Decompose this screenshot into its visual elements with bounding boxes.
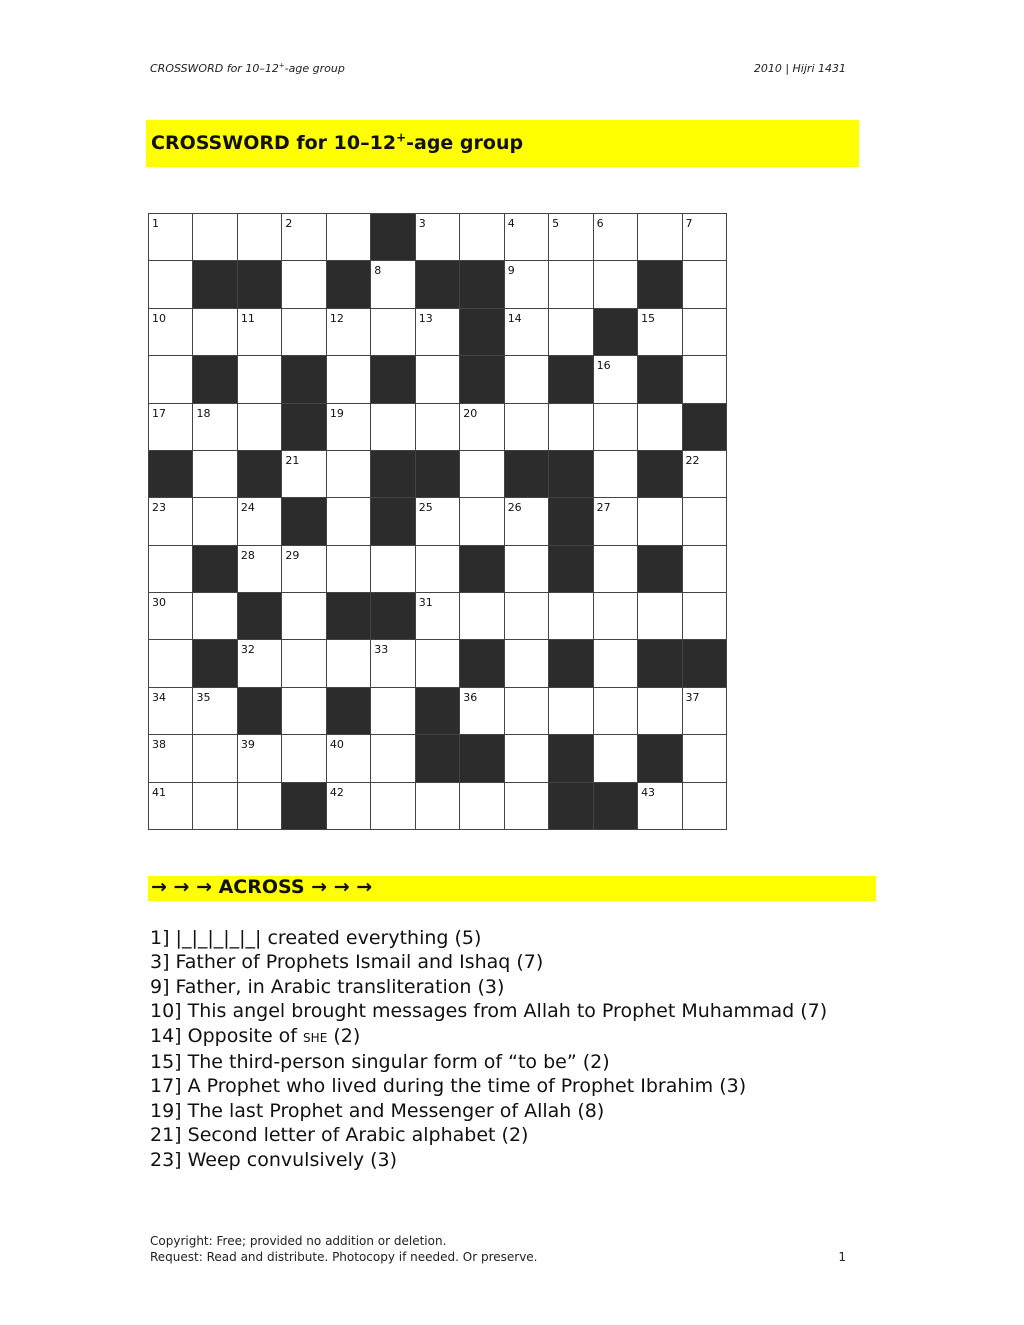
grid-cell[interactable]	[683, 546, 727, 593]
grid-block	[549, 356, 593, 403]
grid-cell[interactable]	[327, 214, 371, 261]
clue-number: 42	[329, 785, 344, 799]
grid-cell[interactable]	[505, 783, 549, 830]
grid-cell[interactable]	[505, 404, 549, 451]
grid-cell[interactable]	[327, 498, 371, 545]
clue-number: 25	[418, 501, 433, 515]
clue-number: 12	[329, 311, 344, 325]
grid-block	[282, 356, 326, 403]
across-clue: 17] A Prophet who lived during the time of Prophet Ibrahim (3)	[150, 1075, 747, 1098]
grid-cell[interactable]	[193, 309, 237, 356]
grid-cell[interactable]	[683, 688, 727, 735]
grid-cell[interactable]	[327, 546, 371, 593]
clue-number: 31	[418, 596, 433, 610]
clue-number: 16	[596, 359, 611, 373]
grid-cell[interactable]	[638, 593, 682, 640]
grid-block	[549, 640, 593, 687]
grid-cell[interactable]	[371, 688, 415, 735]
grid-cell[interactable]	[193, 498, 237, 545]
grid-block	[683, 404, 727, 451]
grid-cell[interactable]	[149, 309, 193, 356]
grid-block	[460, 640, 504, 687]
grid-cell[interactable]	[282, 688, 326, 735]
grid-cell[interactable]	[149, 261, 193, 308]
grid-block	[638, 546, 682, 593]
grid-cell[interactable]	[327, 735, 371, 782]
clue-number: 30	[152, 596, 166, 610]
clue-number: 18	[196, 406, 211, 420]
clue-number: 35	[196, 690, 211, 704]
grid-block	[638, 735, 682, 782]
grid-block	[282, 404, 326, 451]
clue-number: 26	[507, 501, 522, 515]
grid-block	[371, 214, 415, 261]
grid-cell[interactable]	[594, 593, 638, 640]
grid-cell[interactable]	[594, 498, 638, 545]
grid-block	[460, 356, 504, 403]
grid-cell[interactable]	[505, 593, 549, 640]
grid-block	[371, 593, 415, 640]
grid-cell[interactable]	[282, 451, 326, 498]
grid-cell[interactable]	[460, 498, 504, 545]
grid-cell[interactable]	[594, 735, 638, 782]
clue-number: 29	[285, 548, 300, 562]
clue-number: 32	[240, 643, 255, 657]
clue-number: 34	[152, 690, 166, 704]
grid-cell[interactable]	[238, 356, 282, 403]
grid-cell[interactable]	[282, 309, 326, 356]
grid-cell[interactable]	[683, 356, 727, 403]
title-banner	[146, 120, 859, 167]
grid-block	[638, 261, 682, 308]
grid-cell[interactable]	[327, 356, 371, 403]
clue-number: 20	[463, 406, 478, 420]
grid-cell[interactable]	[505, 735, 549, 782]
grid-cell[interactable]	[282, 214, 326, 261]
grid-cell[interactable]	[594, 688, 638, 735]
clue-number: 21	[285, 453, 300, 467]
grid-cell[interactable]	[149, 546, 193, 593]
grid-block	[282, 783, 326, 830]
grid-cell[interactable]	[149, 640, 193, 687]
header-title: CROSSWORD for 10–12+-age group	[150, 61, 345, 75]
grid-cell[interactable]	[505, 498, 549, 545]
header-date: 2010 | Hijri 1431	[753, 62, 846, 75]
grid-block	[549, 735, 593, 782]
grid-cell[interactable]	[282, 735, 326, 782]
grid-cell[interactable]	[371, 640, 415, 687]
grid-cell[interactable]	[505, 688, 549, 735]
grid-cell[interactable]	[460, 593, 504, 640]
grid-cell[interactable]	[282, 261, 326, 308]
grid-cell[interactable]	[238, 735, 282, 782]
clue-number: 23	[152, 501, 166, 515]
grid-cell[interactable]	[371, 404, 415, 451]
grid-cell[interactable]	[149, 214, 193, 261]
grid-cell[interactable]	[193, 735, 237, 782]
clue-number: 38	[152, 738, 166, 752]
grid-cell[interactable]	[149, 688, 193, 735]
grid-cell[interactable]	[505, 261, 549, 308]
grid-cell[interactable]	[505, 309, 549, 356]
grid-cell[interactable]	[149, 404, 193, 451]
clue-number: 2	[285, 217, 293, 230]
grid-cell[interactable]	[238, 640, 282, 687]
grid-cell[interactable]	[282, 593, 326, 640]
grid-cell[interactable]	[327, 783, 371, 830]
grid-cell[interactable]	[683, 593, 727, 640]
across-clue: 9] Father, in Arabic transliteration (3)	[150, 975, 505, 998]
grid-block	[327, 261, 371, 308]
across-heading: → → → ACROSS → → →	[151, 876, 373, 898]
grid-cell[interactable]	[371, 309, 415, 356]
grid-cell[interactable]	[594, 640, 638, 687]
grid-cell[interactable]	[149, 735, 193, 782]
clue-number: 13	[418, 311, 433, 325]
grid-cell[interactable]	[505, 640, 549, 687]
grid-block	[416, 735, 460, 782]
grid-block	[193, 261, 237, 308]
page-number: 1	[838, 1250, 846, 1264]
grid-block	[416, 688, 460, 735]
grid-cell[interactable]	[638, 688, 682, 735]
grid-block	[683, 640, 727, 687]
grid-cell[interactable]	[460, 404, 504, 451]
grid-cell[interactable]	[238, 404, 282, 451]
grid-cell[interactable]	[416, 640, 460, 687]
grid-block	[416, 451, 460, 498]
clue-number: 7	[685, 217, 693, 230]
grid-cell[interactable]	[594, 404, 638, 451]
copyright-note: Copyright: Free; provided no addition or deletion.	[150, 1234, 447, 1248]
clue-number: 22	[685, 453, 700, 467]
clue-number: 36	[463, 690, 478, 704]
grid-cell[interactable]	[549, 261, 593, 308]
grid-block	[371, 451, 415, 498]
grid-cell[interactable]	[282, 640, 326, 687]
grid-cell[interactable]	[371, 546, 415, 593]
clue-number: 19	[329, 406, 344, 420]
crossword-grid	[148, 213, 727, 830]
grid-cell[interactable]	[460, 214, 504, 261]
grid-cell[interactable]	[149, 783, 193, 830]
grid-cell[interactable]	[683, 261, 727, 308]
grid-block	[460, 261, 504, 308]
grid-cell[interactable]	[193, 451, 237, 498]
grid-cell[interactable]	[371, 261, 415, 308]
clue-number: 24	[240, 501, 255, 515]
grid-cell[interactable]	[416, 404, 460, 451]
across-clue: 21] Second letter of Arabic alphabet (2)	[150, 1124, 529, 1147]
clue-number: 28	[240, 548, 255, 562]
grid-block	[371, 356, 415, 403]
grid-block	[371, 498, 415, 545]
grid-cell[interactable]	[416, 309, 460, 356]
grid-block	[638, 640, 682, 687]
grid-cell[interactable]	[238, 214, 282, 261]
clue-number: 1	[152, 217, 159, 230]
clue-number: 17	[152, 406, 166, 420]
clue-number: 5	[552, 217, 560, 230]
grid-block	[549, 451, 593, 498]
running-header	[150, 62, 846, 78]
grid-block	[594, 783, 638, 830]
grid-cell[interactable]	[193, 688, 237, 735]
grid-cell[interactable]	[505, 356, 549, 403]
clue-number: 8	[374, 264, 382, 278]
grid-cell[interactable]	[594, 356, 638, 403]
clue-number: 9	[507, 264, 515, 278]
grid-cell[interactable]	[505, 214, 549, 261]
grid-block	[149, 451, 193, 498]
grid-cell[interactable]	[149, 593, 193, 640]
clue-number: 41	[152, 785, 166, 799]
grid-cell[interactable]	[683, 214, 727, 261]
grid-cell[interactable]	[282, 546, 326, 593]
clue-number: 27	[596, 501, 611, 515]
grid-block	[193, 546, 237, 593]
across-heading-bar	[148, 876, 876, 901]
request-note: Request: Read and distribute. Photocopy if needed. Or preserve.	[150, 1250, 538, 1264]
grid-cell[interactable]	[549, 688, 593, 735]
grid-block	[638, 451, 682, 498]
grid-cell[interactable]	[638, 309, 682, 356]
grid-block	[282, 498, 326, 545]
grid-cell[interactable]	[549, 214, 593, 261]
grid-cell[interactable]	[594, 214, 638, 261]
grid-cell[interactable]	[371, 735, 415, 782]
clue-number: 4	[507, 217, 515, 230]
grid-block	[549, 783, 593, 830]
grid-cell[interactable]	[149, 356, 193, 403]
clue-number: 14	[507, 311, 522, 325]
grid-cell[interactable]	[460, 451, 504, 498]
across-clue: 1] |_|_|_|_|_| created everything (5)	[150, 927, 482, 949]
grid-cell[interactable]	[460, 688, 504, 735]
grid-cell[interactable]	[238, 546, 282, 593]
grid-cell[interactable]	[416, 546, 460, 593]
across-clue: 23] Weep convulsively (3)	[150, 1148, 398, 1171]
grid-cell[interactable]	[683, 498, 727, 545]
across-clue: 14] Opposite of SHE (2)	[150, 1024, 361, 1047]
grid-cell[interactable]	[238, 309, 282, 356]
grid-cell[interactable]	[638, 404, 682, 451]
grid-cell[interactable]	[549, 404, 593, 451]
grid-block	[460, 546, 504, 593]
grid-cell[interactable]	[683, 735, 727, 782]
grid-block	[193, 640, 237, 687]
grid-block	[638, 356, 682, 403]
across-clue-list	[150, 926, 850, 1172]
grid-cell[interactable]	[149, 498, 193, 545]
grid-cell[interactable]	[327, 309, 371, 356]
grid-cell[interactable]	[327, 451, 371, 498]
grid-block	[327, 593, 371, 640]
grid-cell[interactable]	[638, 214, 682, 261]
clue-number: 6	[596, 217, 604, 230]
grid-block	[594, 309, 638, 356]
grid-block	[238, 451, 282, 498]
grid-block	[549, 546, 593, 593]
clue-number: 10	[152, 311, 166, 325]
across-clue: 10] This angel brought messages from Allah to Prophet Muhammad (7)	[150, 1000, 828, 1023]
grid-cell[interactable]	[683, 783, 727, 830]
grid-block	[193, 356, 237, 403]
grid-cell[interactable]	[193, 214, 237, 261]
grid-block	[416, 261, 460, 308]
across-clue: 3] Father of Prophets Ismail and Ishaq (7)	[150, 951, 544, 974]
grid-block	[549, 498, 593, 545]
grid-block	[505, 451, 549, 498]
grid-cell[interactable]	[549, 309, 593, 356]
clue-number: 37	[685, 690, 700, 704]
grid-cell[interactable]	[460, 783, 504, 830]
grid-block	[460, 735, 504, 782]
grid-cell[interactable]	[327, 404, 371, 451]
clue-number: 43	[641, 785, 656, 799]
clue-number: 15	[641, 311, 656, 325]
clue-number: 39	[240, 738, 255, 752]
grid-cell[interactable]	[594, 261, 638, 308]
grid-block	[238, 261, 282, 308]
grid-cell[interactable]	[416, 356, 460, 403]
grid-cell[interactable]	[371, 783, 415, 830]
grid-cell[interactable]	[638, 498, 682, 545]
grid-cell[interactable]	[193, 593, 237, 640]
clue-number: 40	[329, 738, 344, 752]
page-footer	[150, 1233, 846, 1265]
across-clue: 15] The third-person singular form of “to be” (2)	[150, 1051, 610, 1074]
page-title: CROSSWORD for 10–12+-age group	[151, 130, 524, 154]
grid-cell[interactable]	[193, 404, 237, 451]
grid-cell[interactable]	[416, 498, 460, 545]
clue-number: 11	[240, 311, 255, 325]
grid-cell[interactable]	[594, 451, 638, 498]
grid-cell[interactable]	[327, 640, 371, 687]
grid-cell[interactable]	[638, 783, 682, 830]
grid-block	[460, 309, 504, 356]
grid-cell[interactable]	[505, 546, 549, 593]
across-clue: 19] The last Prophet and Messenger of Allah (8)	[150, 1099, 605, 1122]
grid-block	[238, 688, 282, 735]
clue-number: 33	[374, 643, 389, 657]
grid-cell[interactable]	[416, 593, 460, 640]
grid-cell[interactable]	[683, 451, 727, 498]
grid-cell[interactable]	[416, 214, 460, 261]
grid-block	[238, 593, 282, 640]
grid-cell[interactable]	[549, 593, 593, 640]
grid-cell[interactable]	[193, 783, 237, 830]
grid-cell[interactable]	[238, 498, 282, 545]
grid-block	[327, 688, 371, 735]
clue-number: 3	[418, 217, 426, 230]
grid-cell[interactable]	[683, 309, 727, 356]
grid-cell[interactable]	[594, 546, 638, 593]
grid-cell[interactable]	[416, 783, 460, 830]
grid-cell[interactable]	[238, 783, 282, 830]
